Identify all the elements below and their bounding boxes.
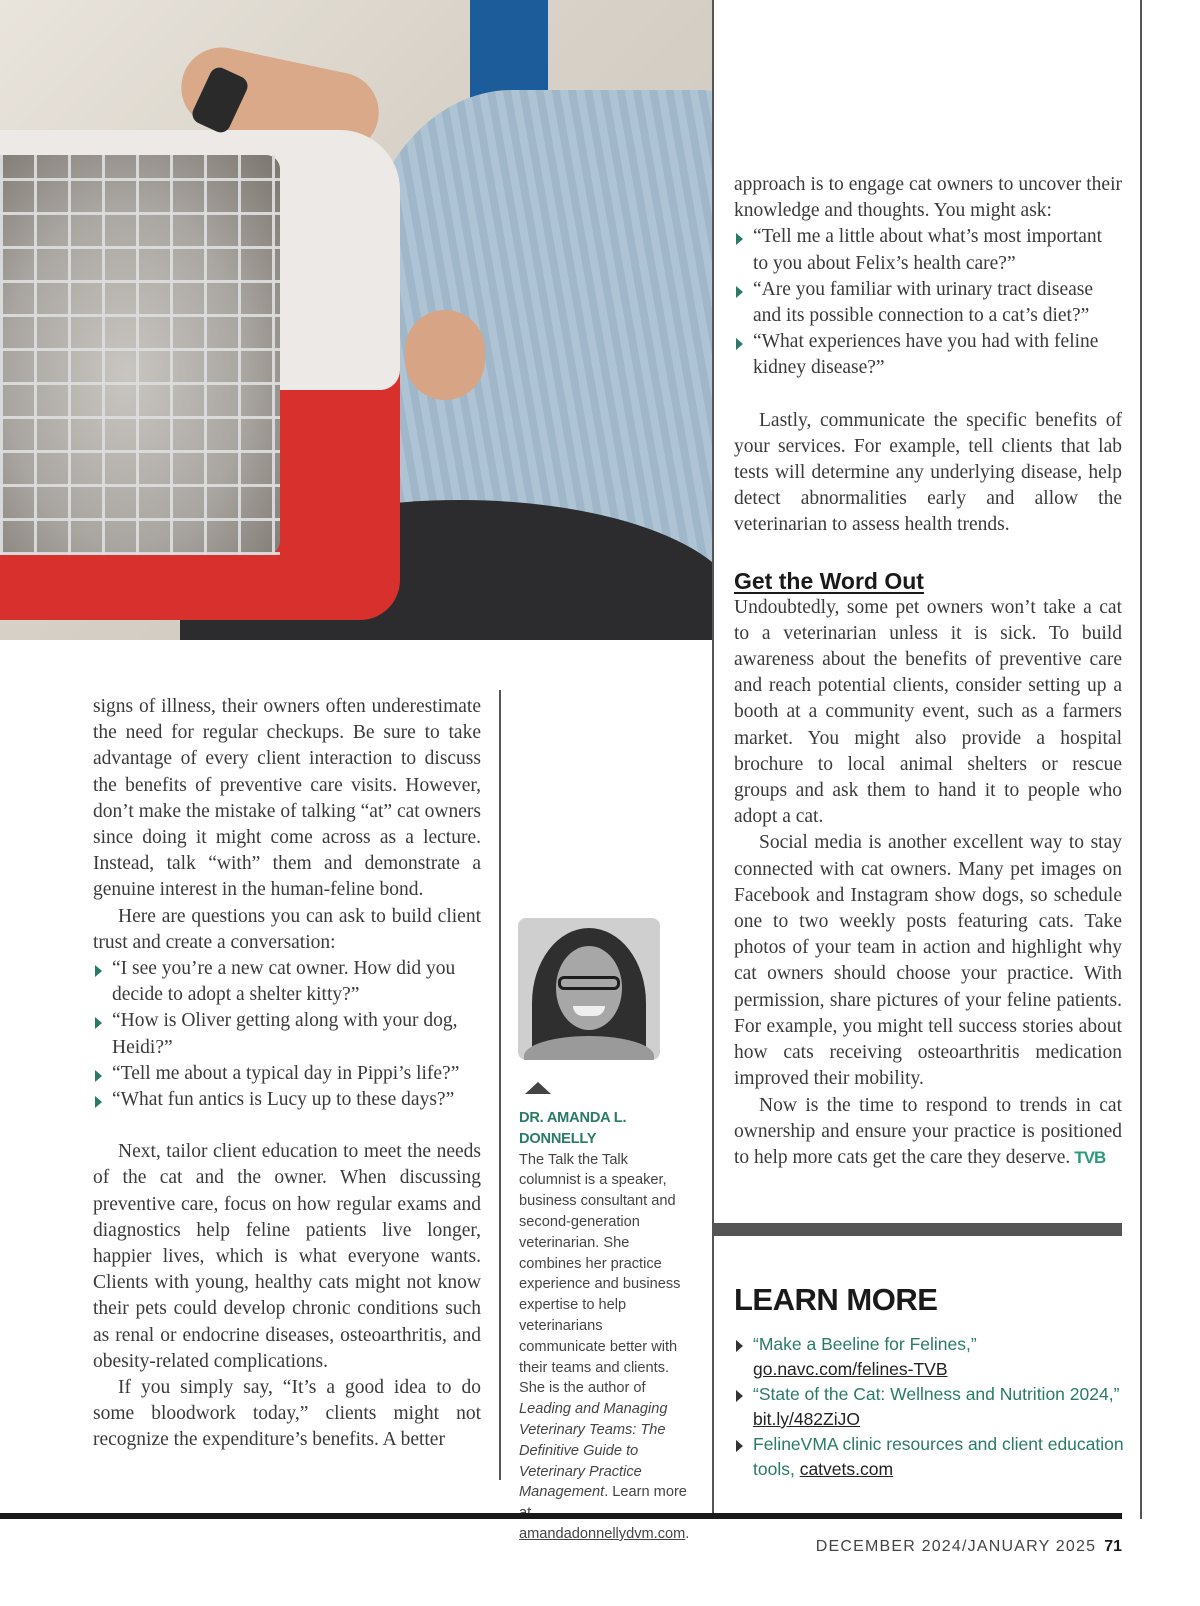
book-title: Leading and Managing Veterinary Teams: The Definitive Guide to Veterinary Practice Management bbox=[519, 1401, 668, 1501]
list-item: “I see you’re a new cat owner. How did you decide to adopt a shelter kitty?” bbox=[93, 956, 481, 1008]
learn-more-link[interactable]: go.navc.com/felines-TVB bbox=[753, 1359, 948, 1379]
list-item: “Are you familiar with urinary tract disease and its possible connection to a cat’s diet?” bbox=[734, 277, 1122, 329]
list-item: “What experiences have you had with feline kidney disease?” bbox=[734, 329, 1122, 381]
carrier-grate bbox=[0, 155, 280, 555]
learn-more-rule bbox=[714, 1223, 1122, 1236]
paragraph: Here are questions you can ask to build client trust and create a conversation: bbox=[93, 905, 481, 953]
bottom-rule bbox=[0, 1513, 1122, 1519]
section-heading: Get the Word Out bbox=[734, 567, 924, 594]
paragraph: If you simply say, “It’s a good idea to do some bloodwork today,” clients might not recognize the expenditure’s benefits. A better bbox=[93, 1377, 481, 1451]
list-item: “Tell me about a typical day in Pippi’s life?” bbox=[93, 1061, 481, 1087]
triangle-up-icon bbox=[525, 1082, 551, 1094]
tvb-end-mark: TVB bbox=[1074, 1147, 1106, 1167]
learn-more-list bbox=[734, 1332, 1134, 1482]
left-text-column bbox=[93, 694, 481, 1454]
learn-more-link[interactable]: bit.ly/482ZiJO bbox=[753, 1409, 860, 1429]
paragraph: Undoubtedly, some pet owners won’t take a cat to a veterinarian unless it is sick. To build awareness about the benefits of preventive care and reach potential clients, consider setting up a booth at a community event, such as a farmers market. You might also provide a hospital brochure to local animal shelters or rescue groups and ask them to hand it to people who adopt a cat. bbox=[734, 596, 1122, 828]
list-item: “Tell me a little about what’s most important to you about Felix’s health care?” bbox=[734, 224, 1122, 276]
learn-more-link[interactable]: catvets.com bbox=[799, 1459, 894, 1479]
page-footer bbox=[816, 1538, 1122, 1556]
question-list bbox=[734, 224, 1122, 381]
paragraph: signs of illness, their owners often underestimate the need for regular checkups. Be sure to take advantage of every client interaction to discuss the benefits of preventive care visits. However, don’t make the mistake of talking “at” cat owners since doing it might come across as a lecture. Instead, talk “with” them and demonstrate a genuine interest in the human-feline bond. bbox=[93, 696, 481, 901]
cat-carrier-photo bbox=[0, 0, 714, 640]
learn-more-item: “Make a Beeline for Felines,” go.navc.com/felines-TVB bbox=[734, 1332, 1134, 1382]
author-bio: DR. AMANDA L. DONNELLY The Talk the Talk columnist is a speaker, business consultant and second-generation veterinarian. She combines her practice experience and business expertise to help veterinarians communicate better with their teams and clients. She is the author of Leading and Managing Veterinary Teams: The Definitive Guide to Veterinary Practice Management. Learn more amandadonnellydvm.com. bbox=[519, 1110, 690, 1542]
author-portrait bbox=[518, 918, 660, 1060]
owner-second-hand bbox=[405, 310, 485, 400]
column-divider bbox=[712, 0, 714, 1513]
learn-more-title: LEARN MORE bbox=[734, 1282, 938, 1317]
author-website-link[interactable]: amandadonnellydvm.com bbox=[519, 1525, 686, 1542]
bio-text: The Talk the Talk columnist is a speaker, business consultant and second-generation veterinarian. She combines her practice experience and business expertise to help veterinarians communicate better with their teams and clients. She is the author of bbox=[519, 1151, 681, 1397]
issue-date: DECEMBER 2024/JANUARY 2025 bbox=[815, 1538, 1097, 1555]
page-edge-rule bbox=[1140, 0, 1142, 1519]
question-list bbox=[93, 956, 481, 1113]
column-divider bbox=[499, 690, 501, 1480]
list-item: “How is Oliver getting along with your dog, Heidi?” bbox=[93, 1008, 481, 1060]
page-number: 71 bbox=[1104, 1538, 1122, 1555]
bio-text: . Learn more bbox=[604, 1484, 687, 1501]
paragraph: Social media is another excellent way to stay connected with cat owners. Many pet images on Facebook and Instagram show dogs, so schedule one to two weekly posts featuring cats. Take photos of your team in action and highlight why cat owners should choose your practice. With permission, share pictures of your feline patients. For example, you might tell success stories about how cats receiving osteoarthritis medication improved their mobility. bbox=[734, 832, 1122, 1090]
paragraph: Now is the time to respond to trends in cat ownership and ensure your practice is positioned to help more cats get the care they deserve. TVB bbox=[734, 1094, 1122, 1168]
learn-more-item: “State of the Cat: Wellness and Nutrition 2024,” bit.ly/482ZiJO bbox=[734, 1382, 1134, 1432]
list-item: “What fun antics is Lucy up to these days?” bbox=[93, 1087, 481, 1113]
right-text-column bbox=[734, 172, 1122, 1171]
paragraph: approach is to engage cat owners to uncover their knowledge and thoughts. You might ask: bbox=[734, 174, 1122, 222]
paragraph: Next, tailor client education to meet the needs of the cat and the owner. When discussing preventive care, focus on how regular exams and diagnostics help feline patients live longer, happier lives, which is what everyone wants. Clients with young, healthy cats might not know their pets could develop chronic conditions such as renal or endocrine diseases, osteoarthritis, and obesity-related complications. bbox=[93, 1141, 481, 1372]
learn-more-item: FelineVMA clinic resources and client education tools, catvets.com bbox=[734, 1432, 1134, 1482]
paragraph: Lastly, communicate the specific benefits of your services. For example, tell clients that lab tests will determine any underlying disease, help detect abnormalities early and allow the veterinarian to assess health trends. bbox=[734, 409, 1122, 536]
author-name: DR. AMANDA L. DONNELLY bbox=[519, 1110, 627, 1147]
